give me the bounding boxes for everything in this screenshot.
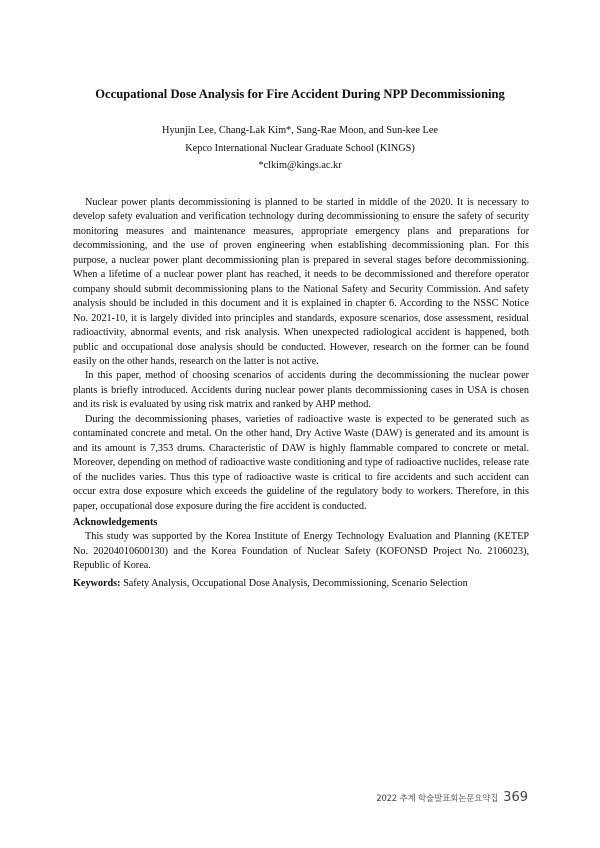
paper-title: Occupational Dose Analysis for Fire Accident During NPP Decommissioning [95, 87, 505, 101]
body-paragraph-2: In this paper, method of choosing scenarios of accidents during the decommissioning the nuclear power plants is briefly introduced. Accidents during nuclear power plants decommissioning cases in USA is chosen and its risk is evaluated by using risk matrix and ranked by AHP method. [73, 370, 529, 411]
proceedings-label: 2022 추계 학술발표회논문요약집 [376, 794, 499, 804]
keywords-list: Safety Analysis, Occupational Dose Analysis, Decommissioning, Scenario Selection [123, 578, 468, 589]
corresponding-email: *clkim@kings.ac.kr [258, 160, 342, 171]
keywords-line [73, 577, 529, 591]
body-paragraph-1: Nuclear power plants decommissioning is planned to be started in middle of the 2020. It is necessary to develop safety evaluation and verification technology during decommissioning to ensure the safety of security monitoring measures and maintenance measures, appropriate emergency plans and preparations for decommissioning, and the use of proven engineering when establishing decommissioning plan. For this purpose, a nuclear power plant decommissioning plan is prepared in several stages before decommissioning. When a lifetime of a nuclear power plant has reached, it needs to be decommissioned and therefore operator company should submit decommissioning plans to the National Safety and Security Commission. And safety analysis should be included in this document and it is explained in chapter 6. According to the NSSC Notice No. 2021-10, it is largely divided into principles and standards, exposure scenarios, dose assessment, residual radioactivity, abnormal events, and risk analysis. When unexpected radiological accident is happened, both public and occupational dose analysis should be conducted. However, research on the former can be found easily on the other hands, research on the latter is not active. [73, 197, 529, 367]
body-paragraph-3: During the decommissioning phases, varieties of radioactive waste is expected to be generated such as contaminated concrete and metal. On the other hand, Dry Active Waste (DAW) is generated and its amount is and its amount is 7,353 drums. Characteristic of DAW is highly flammable compared to concrete or metal. Moreover, depending on method of radioactive waste conditioning and type of radioactive nuclides, release rate of the nuclides varies. Thus this type of radioactive waste is critical to fire accidents and such accident can occur extra dose exposure which exceeds the guideline of the regulatory body to workers. Therefore, in this paper, occupational dose exposure during the fire accident is conducted. [73, 413, 529, 512]
page-number: 369 [503, 790, 528, 805]
acknowledgements-text: This study was supported by the Korea Institute of Energy Technology Evaluation and Planning (KETEP No. 20204010600130) and the Korea Foundation of Nuclear Safety (KOFONSD Project No. 2106023), Republic of Korea. [73, 531, 529, 572]
acknowledgements-heading: Acknowledgements [73, 517, 158, 528]
affiliation: Kepco International Nuclear Graduate School (KINGS) [185, 143, 415, 154]
page-footer [376, 790, 528, 805]
abstract-body [73, 196, 529, 514]
acknowledgements-section [73, 516, 529, 574]
author-list: Hyunjin Lee, Chang-Lak Kim*, Sang-Rae Moon, and Sun-kee Lee [162, 125, 438, 136]
keywords-label: Keywords: [73, 578, 121, 589]
